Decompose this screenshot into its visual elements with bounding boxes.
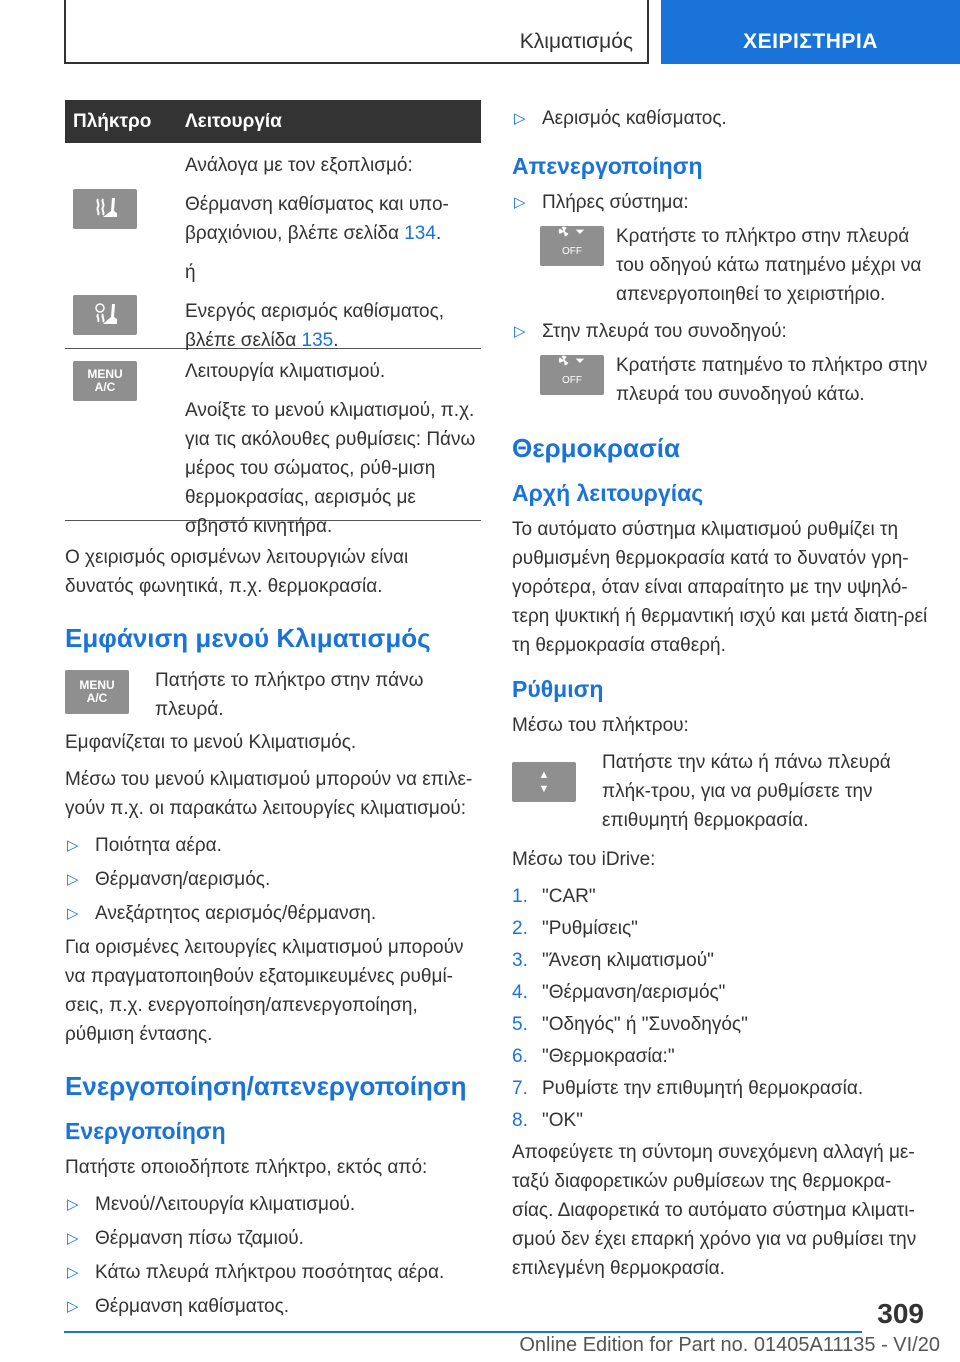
footer-divider [64, 1331, 862, 1333]
footer-edition: Online Edition for Part no. 01405A11135 - VI/20 [519, 1334, 940, 1356]
off-heading: Απενεργοποίηση [512, 153, 703, 179]
fan-off-key-icon: OFF [540, 355, 604, 395]
list-item: 3. "Άνεση κλιματισμού" [512, 950, 714, 971]
menu-ac-key-icon: MENU A/C [65, 670, 129, 714]
header-section-box [64, 0, 649, 64]
list-item: ▷ Θέρμανση/αερισμός. [65, 865, 481, 894]
list-item: ▷ Μενού/Λειτουργία κλιματισμού. [65, 1190, 481, 1219]
key-function-table [65, 100, 481, 537]
climate-function-title: Λειτουργία κλιματισμού. [185, 361, 386, 382]
table-row [65, 349, 481, 537]
triangle-bullet-icon: ▷ [514, 194, 526, 211]
table-header-function: Λειτουργία [185, 110, 282, 132]
left-column [65, 100, 481, 1326]
temperature-rocker-key-icon [512, 762, 576, 802]
list-item: ▷ Ανεξάρτητος αερισμός/θέρμανση. [65, 899, 481, 928]
individual-settings-text: Για ορισμένες λειτουργίες κλιματισμού μπορούν να πραγματοποιηθούν εξατομικευμένες ρυθμί-σεις, π.χ. ενεργοποίηση/απενεργοποίηση, ρύθμιση έντασης. [65, 937, 464, 1045]
list-item: ▷ Πλήρες σύστημα: [512, 188, 930, 217]
triangle-bullet-icon: ▷ [67, 1264, 79, 1281]
list-item: ▷ Στην πλευρά του συνοδηγού: [512, 317, 930, 346]
triangle-bullet-icon: ▷ [67, 1298, 79, 1315]
table-header-key: Πλήκτρο [73, 110, 152, 132]
list-item: 1. "CAR" [512, 886, 596, 907]
exceptions-list [65, 1190, 481, 1321]
chevron-up-icon: ▲ [538, 769, 550, 781]
seat-ventilation-key-icon [73, 295, 137, 335]
voice-control-note: Ο χειρισμός ορισμένων λειτουργιών είναι δυνατός φωνητικά, π.χ. θερμοκρασία. [65, 547, 409, 597]
seat-ventilation-description: Ενεργός αερισμός καθίσματος, βλέπε σελίδα 135. [185, 301, 445, 351]
table-row [65, 143, 481, 349]
avoid-changes-text: Αποφεύγετε τη σύντομη συνεχόμενη αλλαγή με-ταξύ διαφορετικών ρυθμίσεων της θερμοκρα-σίας. Διαφορετικά το αυτόματο σύστημα κλιματι-σμού δεν έχει επαρκή χρόνο για να ρυθμίσει την επιλεγμένη θερμοκρασία. [512, 1142, 917, 1279]
list-item: 4. "Θέρμανση/αερισμός" [512, 982, 726, 1003]
right-column [512, 100, 930, 1291]
passenger-list [512, 317, 930, 346]
triangle-bullet-icon: ▷ [67, 1196, 79, 1213]
list-item: 8. "OK" [512, 1110, 583, 1131]
full-system-instruction: OFF Κρατήστε το πλήκτρο στην πλευρά του οδηγού κάτω πατημένο μέχρι να απενεργοποιηθεί το χειριστήριο. [540, 222, 930, 309]
menu-select-text: Μέσω του μενού κλιματισμού μπορούν να επιλε-γούν π.χ. οι παρακάτω λειτουργίες κλιματισμού: [65, 769, 473, 819]
setting-heading: Ρύθμιση [512, 676, 604, 702]
list-item: 5. "Οδηγός" ή "Συνοδηγός" [512, 1014, 748, 1035]
exceptions-list-continued [512, 104, 930, 133]
or-separator: ή [185, 262, 196, 283]
page-number: 309 [877, 1298, 924, 1329]
list-item: 7. Ρυθμίστε την επιθυμητή θερμοκρασία. [512, 1078, 864, 1099]
table-header [65, 100, 481, 143]
off-list [512, 188, 930, 217]
principle-heading: Αρχή λειτουργίας [512, 480, 704, 506]
triangle-bullet-icon: ▷ [67, 837, 79, 854]
list-item: ▷ Κάτω πλευρά πλήκτρου ποσότητας αέρα. [65, 1258, 481, 1287]
list-item: ▷ Θέρμανση καθίσματος. [65, 1292, 481, 1321]
list-item: 2. "Ρυθμίσεις" [512, 918, 638, 939]
on-text: Πατήστε οποιοδήποτε πλήκτρο, εκτός από: [65, 1157, 428, 1178]
availability-note: Ανάλογα με τον εξοπλισμό: [185, 155, 413, 176]
passenger-instruction: OFF Κρατήστε πατημένο το πλήκτρο στην πλευρά του συνοδηγού κάτω. [540, 351, 930, 409]
header-section-title: Κλιματισμός [519, 30, 633, 53]
list-item: ▷ Θέρμανση πίσω τζαμιού. [65, 1224, 481, 1253]
on-heading: Ενεργοποίηση [65, 1118, 226, 1144]
fan-off-key-icon: OFF [540, 226, 604, 266]
list-item: ▷ Αερισμός καθίσματος. [512, 104, 930, 133]
triangle-bullet-icon: ▷ [67, 871, 79, 888]
chevron-down-icon: ▼ [538, 783, 550, 795]
idrive-steps-list [512, 882, 930, 1135]
seat-heating-page-link[interactable]: 134 [404, 223, 436, 244]
seat-heating-description: Θέρμανση καθίσματος και υπο-βραχιόνιου, βλέπε σελίδα 134. [185, 194, 449, 244]
seat-heating-key-icon [73, 189, 137, 229]
menu-instruction: MENU A/C Πατήστε το πλήκτρο στην πάνω πλευρά. [65, 666, 481, 724]
via-idrive-text: Μέσω του iDrive: [512, 849, 656, 870]
triangle-bullet-icon: ▷ [67, 1230, 79, 1247]
functions-list [65, 831, 481, 928]
principle-text: Το αυτόματο σύστημα κλιματισμού ρυθμίζει τη ρυθμισμένη θερμοκρασία κατά το δυνατόν γρη-γορότερα, όταν είναι απαραίτητο με την υψηλό-τερη ψυκτική ή θερμαντική ισχύ και μετά διατη-ρεί τη θερμοκρασία σταθερή. [512, 519, 928, 656]
temperature-heading: Θερμοκρασία [512, 433, 680, 463]
via-button-text: Μέσω του πλήκτρου: [512, 715, 689, 736]
header-chapter-tab: ΧΕΙΡΙΣΤΗΡΙΑ [661, 0, 960, 64]
menu-display-heading: Εμφάνιση μενού Κλιματισμός [65, 623, 431, 653]
seat-ventilation-page-link[interactable]: 135 [301, 330, 334, 351]
menu-shown-text: Εμφανίζεται το μενού Κλιματισμός. [65, 732, 357, 753]
triangle-bullet-icon: ▷ [514, 323, 526, 340]
triangle-bullet-icon: ▷ [67, 905, 79, 922]
onoff-heading: Ενεργοποίηση/απενεργοποίηση [65, 1071, 467, 1101]
list-item: 6. "Θερμοκρασία:" [512, 1046, 675, 1067]
triangle-bullet-icon: ▷ [514, 110, 526, 127]
climate-function-description: Ανοίξτε το μενού κλιματισμού, π.χ. για τις ακόλουθες ρυθμίσεις: Πάνω μέρος του σώματος, ρύθ-μιση θερμοκρασίας, αερισμός με σβηστό κινητήρα. [185, 400, 476, 537]
menu-ac-key-icon: MENU A/C [73, 361, 137, 401]
button-instruction: ▲ ▼ Πατήστε την κάτω ή πάνω πλευρά πλήκ-τρου, για να ρυθμίσετε την επιθυμητή θερμοκρασία. [512, 748, 930, 835]
list-item: ▷ Ποιότητα αέρα. [65, 831, 481, 860]
